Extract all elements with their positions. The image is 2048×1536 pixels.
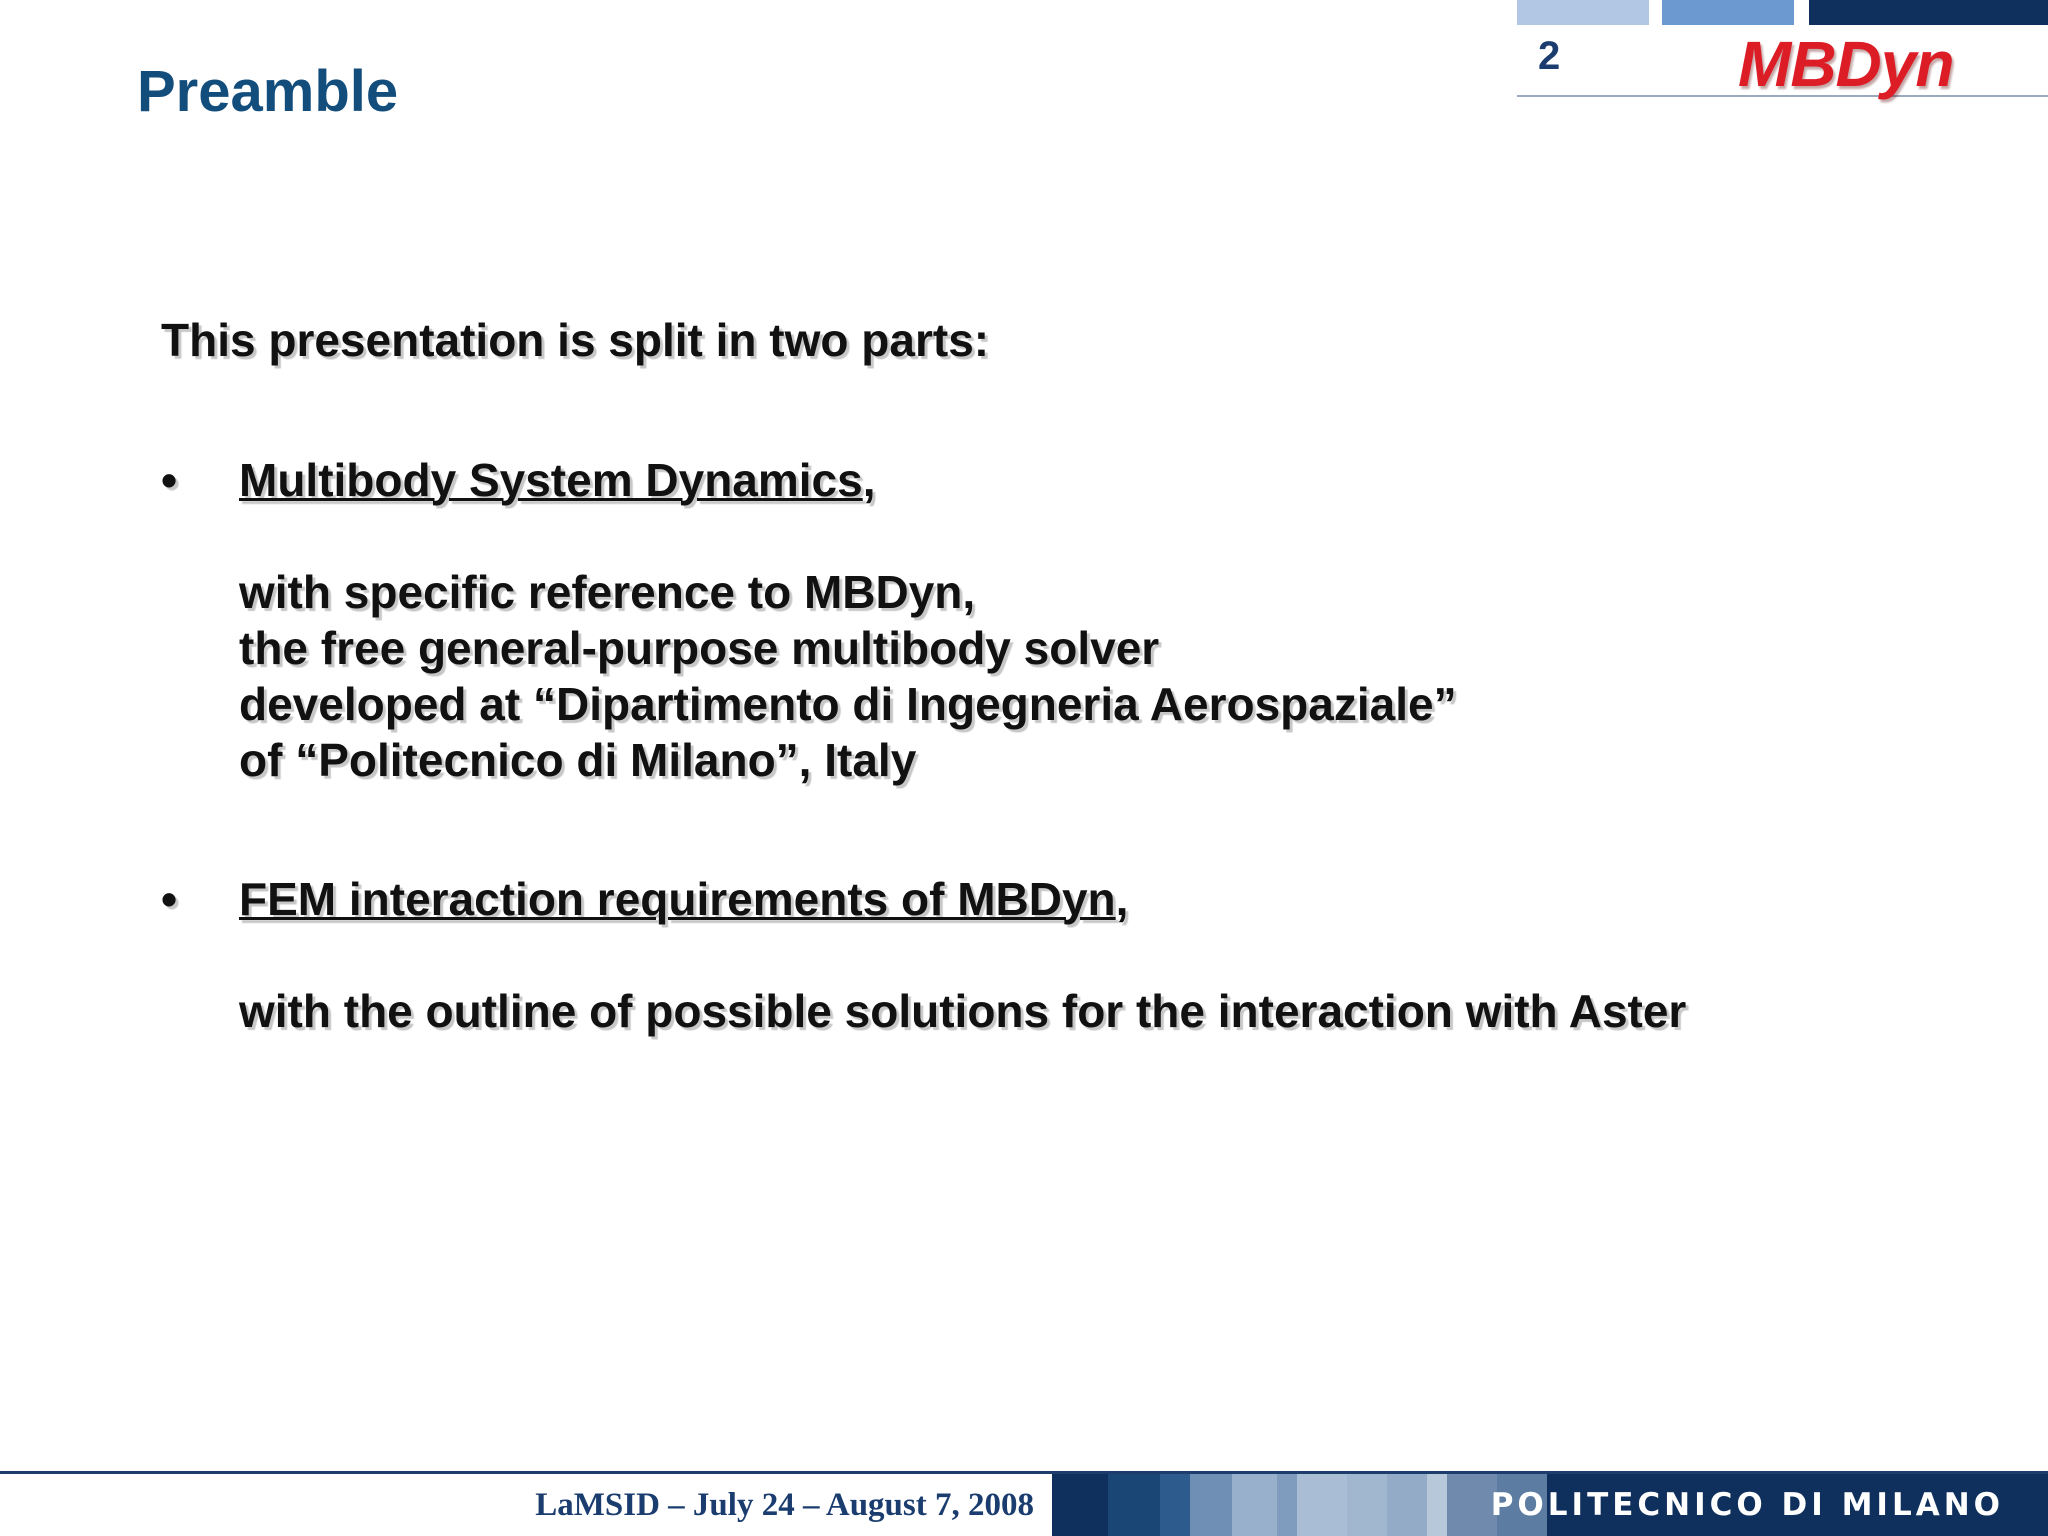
bullet-description bbox=[239, 564, 1961, 788]
footer-stripe bbox=[1297, 1474, 1347, 1536]
institution-logo-text: POLITECNICO DI MILANO bbox=[1490, 1487, 2004, 1523]
bullet-heading-suffix: , bbox=[862, 454, 876, 506]
footer-stripe bbox=[1108, 1474, 1160, 1536]
footer-stripe bbox=[1190, 1474, 1232, 1536]
bullet-icon: • bbox=[161, 873, 178, 925]
bullet-item bbox=[161, 452, 1961, 788]
footer-stripe bbox=[1160, 1474, 1190, 1536]
footer-stripe bbox=[1277, 1474, 1297, 1536]
header-bar-dark bbox=[1809, 0, 2048, 25]
header-decoration-bars bbox=[1517, 0, 2048, 25]
bullet-description-line: with specific reference to MBDyn, bbox=[239, 566, 976, 618]
footer-stripe bbox=[1427, 1474, 1447, 1536]
footer-stripe bbox=[1447, 1474, 1497, 1536]
slide-title: Preamble bbox=[137, 59, 399, 124]
bullet-description-line: developed at “Dipartimento di Ingegneria Aerospaziale” bbox=[239, 678, 1457, 730]
bullet-description bbox=[239, 983, 1961, 1039]
mbdyn-logo: MBDyn bbox=[1738, 28, 1954, 100]
header-bar-medium bbox=[1662, 0, 1794, 25]
bullet-heading-line bbox=[239, 452, 1961, 508]
footer-event-text: LaMSID – July 24 – August 7, 2008 bbox=[535, 1487, 1034, 1523]
bullet-icon: • bbox=[161, 454, 178, 506]
bullet-heading-suffix: , bbox=[1115, 873, 1129, 925]
footer-stripe bbox=[1232, 1474, 1277, 1536]
bullet-item bbox=[161, 871, 1961, 1039]
bullet-heading: FEM interaction requirements of MBDyn bbox=[239, 873, 1116, 925]
bullet-description-line: the free general-purpose multibody solver bbox=[239, 622, 1160, 674]
footer-band bbox=[1052, 1474, 2048, 1536]
footer-stripe bbox=[1347, 1474, 1387, 1536]
header-bar-light bbox=[1517, 0, 1649, 25]
slide-content bbox=[161, 312, 1961, 1039]
footer-stripe bbox=[1387, 1474, 1427, 1536]
intro-text: This presentation is split in two parts: bbox=[161, 314, 990, 366]
bullet-heading: Multibody System Dynamics bbox=[239, 454, 863, 506]
bullet-description-line: with the outline of possible solutions for the interaction with Aster bbox=[239, 985, 1687, 1037]
bullet-description-line: of “Politecnico di Milano”, Italy bbox=[239, 734, 917, 786]
footer-stripe bbox=[1052, 1474, 1108, 1536]
bullet-heading-line bbox=[239, 871, 1961, 927]
page-number: 2 bbox=[1538, 34, 1561, 78]
bullet-list bbox=[161, 452, 1961, 1039]
